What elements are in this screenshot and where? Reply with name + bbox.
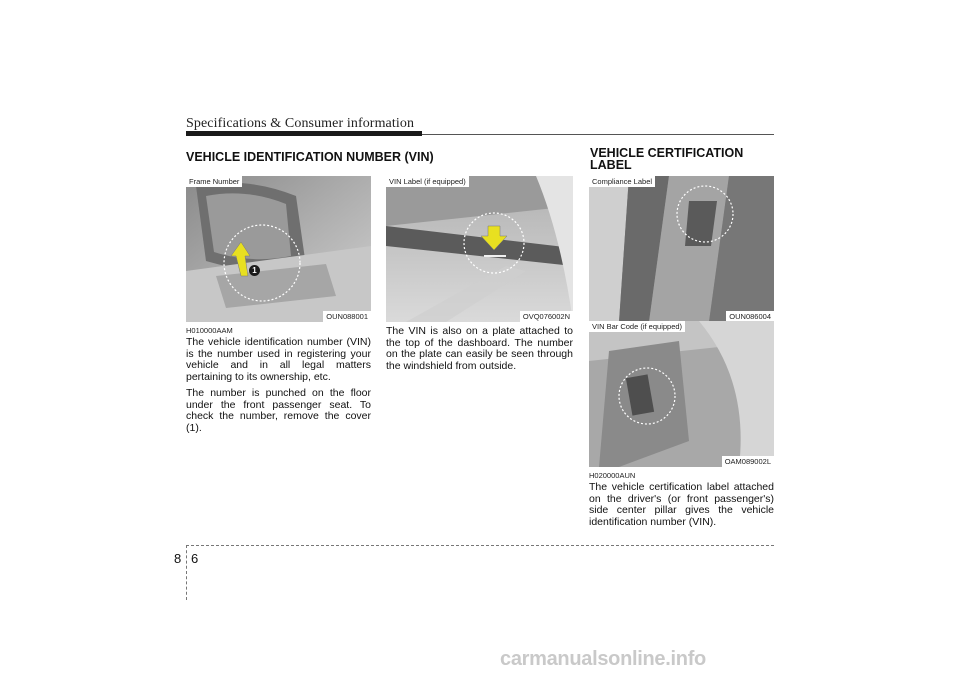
callout-marker: 1 — [249, 265, 260, 276]
frame-number-photo — [186, 176, 371, 322]
page-number: 6 — [191, 551, 199, 566]
vin-paragraph-2: The number is punched on the floor under the front passenger seat. To check the number, remove the cover (1). — [186, 387, 371, 434]
cert-paragraph-1: The vehicle certification label attached on the driver's (or front passenger's) side center pillar gives the vehicle identification number (VIN). — [589, 481, 774, 528]
vin-paragraph-1: The vehicle identification number (VIN) is the number used in registering your vehicle and in all legal matters pertaining to its ownership, etc. — [186, 336, 371, 383]
watermark: carmanualsonline.info — [500, 648, 706, 670]
cert-body — [589, 482, 774, 533]
cert-heading-line2: LABEL — [590, 158, 632, 172]
chapter-title: Specifications & Consumer information — [186, 116, 415, 131]
vin-body-middle — [386, 326, 573, 377]
cert-heading-line1: VEHICLE CERTIFICATION — [590, 146, 744, 160]
compliance-photo-code: OUN086004 — [726, 311, 774, 322]
vin-barcode-photo-code: OAM089002L — [722, 456, 774, 467]
vin-section-code: H010000AAM — [186, 326, 233, 335]
chapter-number: 8 — [174, 551, 182, 566]
frame-number-photo-code: OUN088001 — [323, 311, 371, 322]
cert-section-code: H020000AUN — [589, 471, 636, 480]
vin-label-photo-code: OVQ076002N — [520, 311, 573, 322]
footer-vertical-rule — [186, 545, 187, 600]
vin-label-tag: VIN Label (if equipped) — [386, 176, 469, 187]
vin-barcode-photo — [589, 321, 774, 467]
header-bar — [186, 131, 422, 136]
vin-label-photo — [386, 176, 573, 322]
vin-paragraph-3: The VIN is also on a plate attached to the top of the dashboard. The number on the plate can easily be seen through the windshield from outside. — [386, 325, 573, 372]
vin-body-left — [186, 337, 371, 439]
compliance-label-photo — [589, 176, 774, 322]
cert-heading — [590, 147, 743, 171]
compliance-label-tag: Compliance Label — [589, 176, 655, 187]
vin-heading: VEHICLE IDENTIFICATION NUMBER (VIN) — [186, 150, 434, 164]
footer-rule — [186, 545, 774, 546]
vin-barcode-tag: VIN Bar Code (if equipped) — [589, 321, 685, 332]
frame-number-label: Frame Number — [186, 176, 242, 187]
